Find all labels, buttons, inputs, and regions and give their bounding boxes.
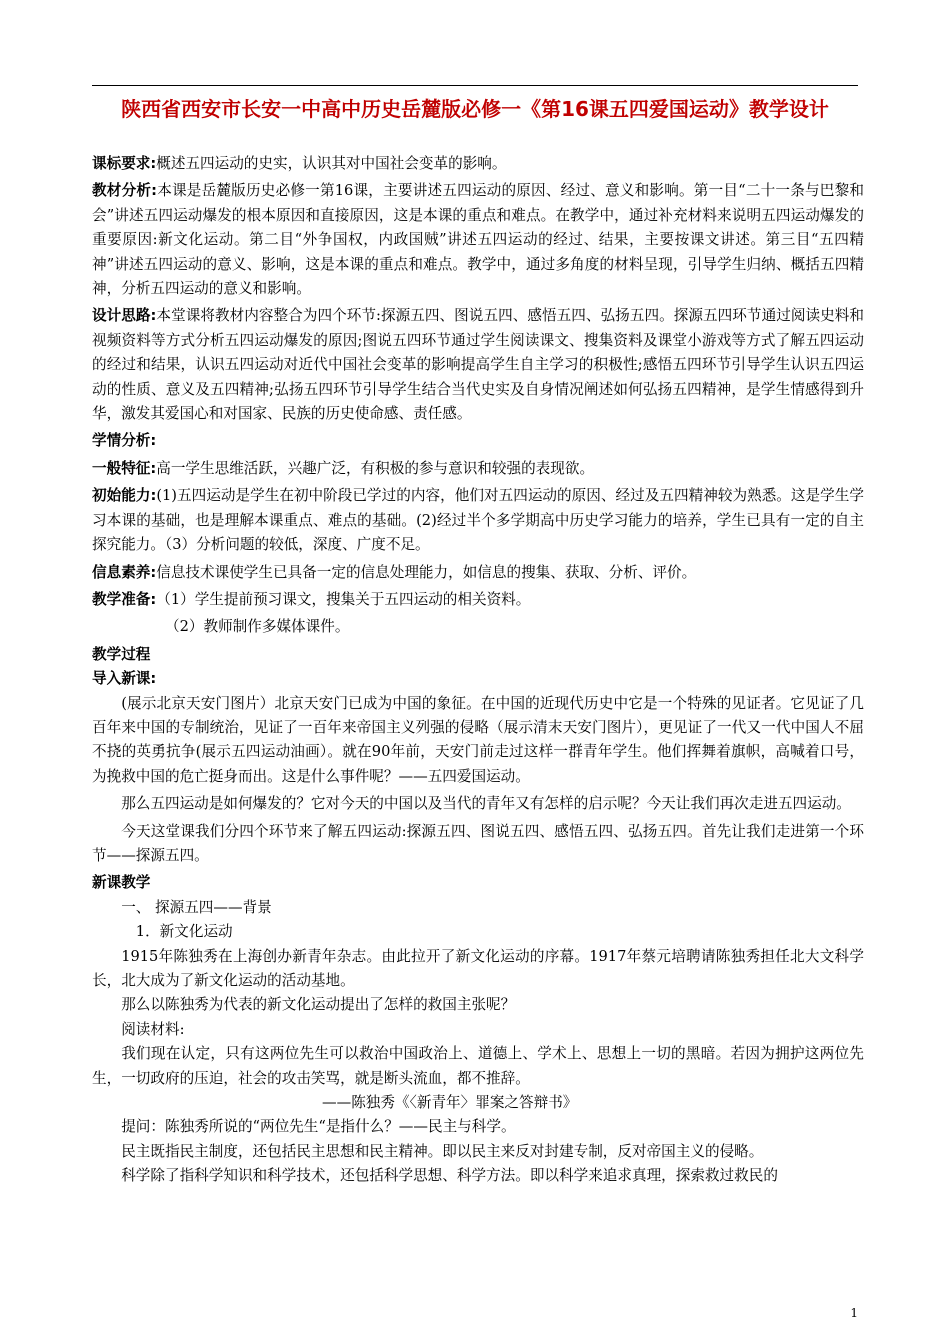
header-rule	[92, 85, 858, 86]
text-sheji: 本堂课将教材内容整合为四个环节:探源五四、图说五四、感悟五四、弘扬五四。探源五四环节通过阅读史料和视频资料等方式分析五四运动爆发的原因;图说五四环节通过学生阅读课文、搜集资料及课堂小游戏等方式了解五四运动的经过和结果，认识五四运动对近代中国社会变革的影响提高学生自主学习的积极性;感悟五四环节引导学生认识五四运动的性质、意义及五四精神;弘扬五四环节引导学生结合当代史实及自身情况阐述如何弘扬五四精神，是学生情感得到升华，激发其爱国心和对国家、民族的历史使命感、责任感。	[92, 307, 864, 423]
label-zhunbei: 教学准备:	[92, 590, 157, 608]
quote-source: ——陈独秀《〈新青年〉罪案之答辩书》	[322, 1094, 578, 1112]
paragraph-yiban	[92, 457, 864, 481]
paragraph-biaozhun	[92, 152, 864, 176]
paragraph-daoru-2: 那么五四运动是如何爆发的？它对今天的中国以及当代的青年又有怎样的启示呢？今天让我们再次走进五四运动。	[121, 795, 851, 813]
heading-guocheng: 教学过程	[92, 645, 151, 663]
heading-daoru: 导入新课:	[92, 670, 157, 688]
text-chushi: (1)五四运动是学生在初中阶段已学过的内容，他们对五四运动的原因、经过及五四精神较为熟悉。这是学生学习本课的基础，也是理解本课重点、难点的基础。(2)经过半个多学期高中历史学习能力的培养，学生已具有一定的自主探究能力。（3）分析问题的较低，深度、广度不足。	[92, 487, 864, 554]
heading-xinke: 新课教学	[92, 874, 151, 892]
paragraph-chushi	[92, 484, 864, 557]
label-xinxi: 信息素养:	[92, 563, 157, 581]
label-biaozhun: 课标要求:	[92, 155, 157, 172]
label-xueqing: 学情分析:	[92, 432, 157, 450]
paragraph-quote: 我们现在认定，只有这两位先生可以救治中国政治上、道德上、学术上、思想上一切的黑暗。若因为拥护这两位先生，一切政府的压迫，社会的攻击笑骂，就是断头流血，都不推辞。	[92, 1045, 864, 1087]
paragraph-ask: 提问：陈独秀所说的“两位先生“是指什么？——民主与科学。	[121, 1118, 516, 1136]
text-xinxi: 信息技术课使学生已具备一定的信息处理能力，如信息的搜集、获取、分析、评价。	[156, 563, 697, 581]
label-chushi: 初始能力:	[92, 487, 157, 505]
page-number: 1	[850, 1306, 858, 1320]
text-biaozhun: 概述五四运动的史实，认识其对中国社会变革的影响。	[156, 155, 507, 172]
paragraph-daoru-1: (展示北京天安门图片）北京天安门已成为中国的象征。在中国的近现代历史中它是一个特殊的见证者。它见证了几百年来中国的专制统治，见证了一百年来帝国主义列强的侵略（展示清末天安门图片），更见证了一代又一代中国人不屈不挠的英勇抗争(展示五四运动油画）。就在90年前，天安门前走过这样一群青年学生。他们挥舞着旗帜，高喊着口号，为挽救中国的危亡挺身而出。这是什么事件呢？——五四爱国运动。	[92, 694, 864, 785]
heading-part1-1: 1．新文化运动	[135, 923, 233, 941]
paragraph-zhunbei	[92, 588, 864, 612]
paragraph-kexue: 科学除了指科学知识和科学技术，还包括科学思想、科学方法。即以科学来追求真理，探索救过救民的	[121, 1167, 778, 1185]
page-title: 陕西省西安市长安一中高中历史岳麓版必修一《第16课五四爱国运动》教学设计	[121, 97, 829, 121]
paragraph-read: 阅读材料:	[121, 1020, 185, 1038]
paragraph-minzhu: 民主既指民主制度，还包括民主思想和民主精神。即以民主来反对封建专制，反对帝国主义的侵略。	[121, 1142, 764, 1160]
paragraph-jiaocai	[92, 179, 864, 301]
document-body	[92, 152, 864, 1189]
paragraph-daoru-3: 今天这堂课我们分四个环节来了解五四运动:探源五四、图说五四、感悟五四、弘扬五四。首先让我们走进第一个环节——探源五四。	[92, 822, 864, 864]
label-jiaocai: 教材分析:	[92, 182, 158, 200]
paragraph-question: 那么以陈独秀为代表的新文化运动提出了怎样的救国主张呢？	[121, 996, 516, 1014]
paragraph-1915: 1915年陈独秀在上海创办新青年杂志。由此拉开了新文化运动的序幕。1917年蔡元培聘请陈独秀担任北大文科学长，北大成为了新文化运动的活动基地。	[92, 947, 864, 989]
label-sheji: 设计思路:	[92, 307, 157, 325]
text-zhunbei-1: （1）学生提前预习课文，搜集关于五四运动的相关资料。	[156, 590, 531, 608]
label-yiban: 一般特征:	[92, 459, 157, 477]
paragraph-xinxi	[92, 561, 864, 585]
heading-part1: 一、 探源五四——背景	[121, 898, 272, 916]
text-yiban: 高一学生思维活跃，兴趣广泛，有积极的参与意识和较强的表现欲。	[156, 459, 595, 477]
text-jiaocai: 本课是岳麓版历史必修一第16课，主要讲述五四运动的原因、经过、意义和影响。第一目“二十一条与巴黎和会”讲述五四运动爆发的根本原因和直接原因，这是本课的重点和难点。在教学中，通过补充材料来说明五四运动爆发的重要原因:新文化运动。第二目“外争国权，内政国贼”讲述五四运动的经过、结果，主要按课文讲述。第三目“五四精神”讲述五四运动的意义、影响，这是本课的重点和难点。教学中，通过多角度的材料呈现，引导学生归纳、概括五四精神，分析五四运动的意义和影响。	[92, 182, 864, 298]
text-zhunbei-2: （2）教师制作多媒体课件。	[165, 618, 350, 636]
paragraph-sheji	[92, 304, 864, 426]
